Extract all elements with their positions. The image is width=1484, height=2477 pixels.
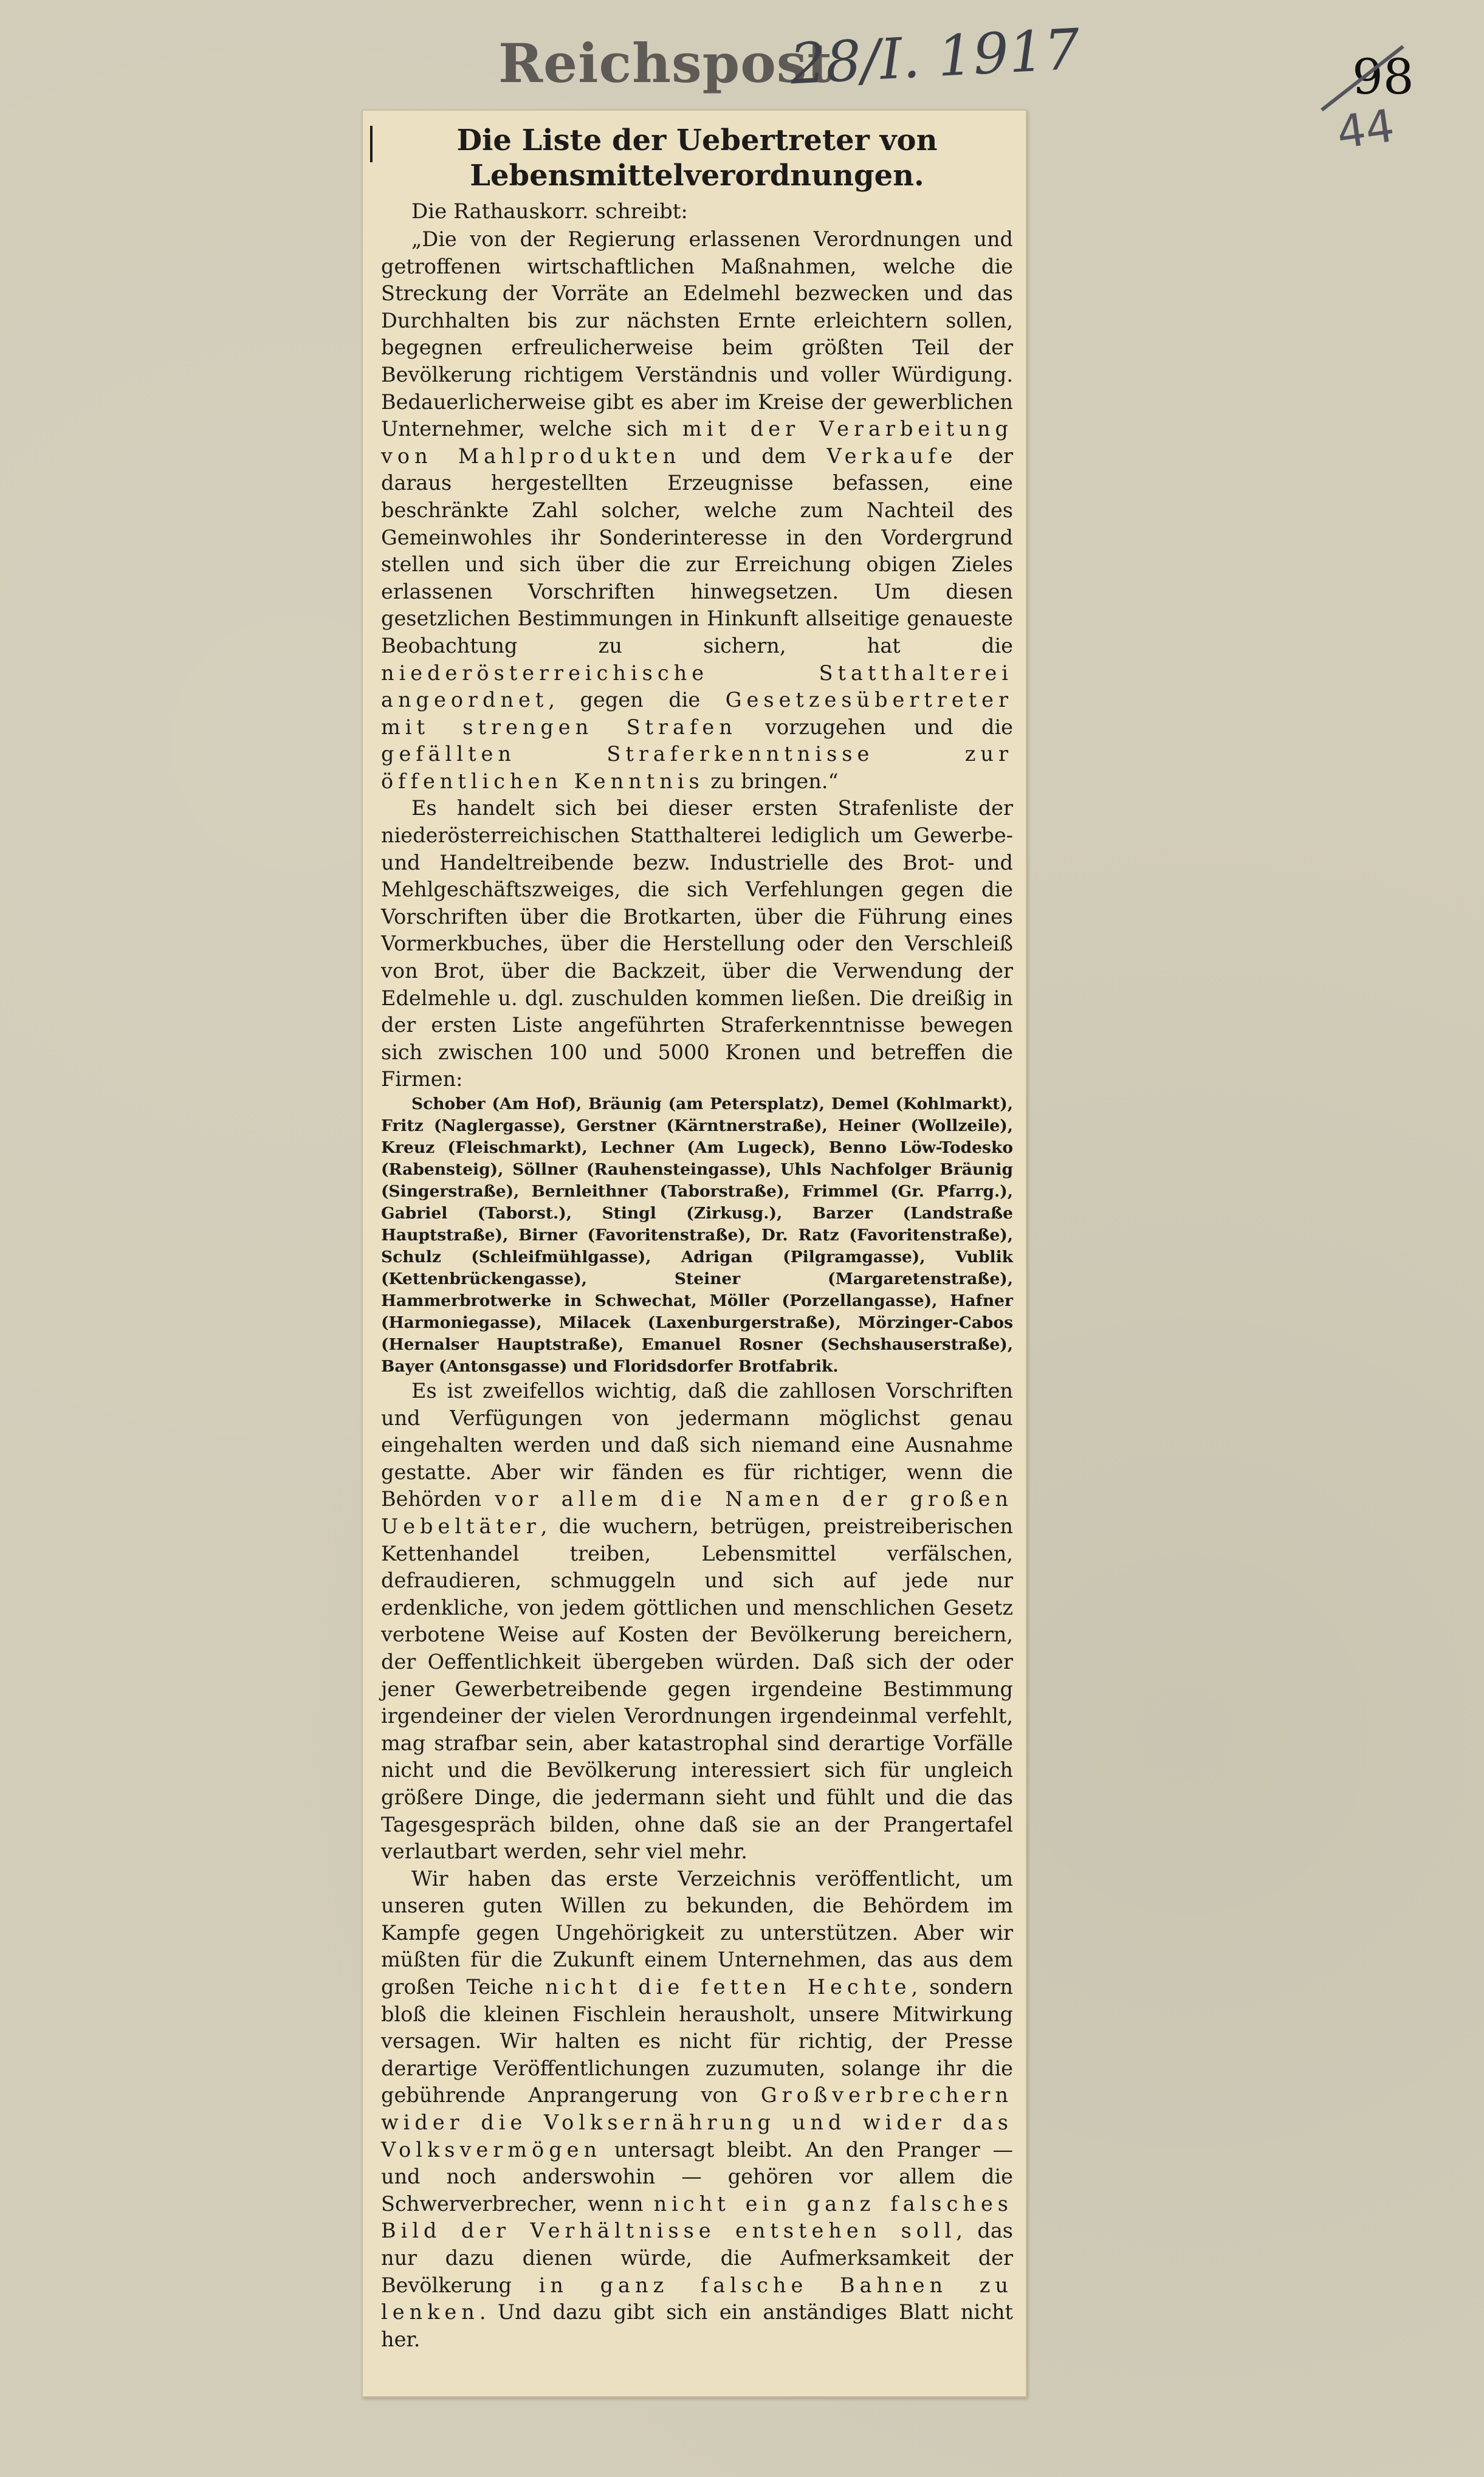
p1-spaced-1: mit der Verarbeitung von Mahlprodukten — [381, 417, 1013, 468]
p1-text-e: vorzugehen und die — [737, 715, 1013, 739]
p4-spaced-2: Großverbrechern wider die Volksernährung und wider das Volksvermögen — [381, 2083, 1013, 2162]
article-body — [381, 123, 1013, 2353]
column-rule — [370, 126, 373, 162]
masthead-title: Reichspost — [498, 32, 833, 95]
page-number: 98 — [1352, 49, 1414, 105]
p1-text-a: „Die von der Regierung erlassenen Verordnungen und getroffenen wirtschaftlichen Maßnahmen, welche die Streckung der Vorräte an Edelmehl bezwecken und das Durchhalten bis zur nächsten Ernte erleichtern sollen, begegnen erfreulicherweise beim größten Teil der Bevölkerung richtigem Verständnis und voller Würdigung. Bedauerlicherweise gibt es aber im Kreise der gewerblichen Unternehmer, welche sich — [381, 227, 1013, 441]
handwritten-date: 28/I. 1917 — [788, 16, 1082, 97]
p1-spaced-4: Gesetzesübertreter mit strengen Strafen — [381, 688, 1013, 739]
paragraph-2: Es handelt sich bei dieser ersten Strafenliste der niederösterreichischen Statthalterei lediglich um Gewerbe- und Handeltreibende bezw. Industrielle des Brot- und Mehlgeschäftszweiges, die sich Verfehlungen gegen die Vorschriften über die Brotkarten, über die Führung eines Vormerkbuches, über die Herstellung oder den Verschleiß von Brot, über die Backzeit, über die Verwendung der Edelmehle u. dgl. zuschulden kommen ließen. Die dreißig in der ersten Liste angeführten Straferkenntnisse bewegen sich zwischen 100 und 5000 Kronen und betreffen die Firmen: — [381, 796, 1013, 1091]
pencil-number: 44 — [1333, 99, 1398, 160]
p4-spaced-3: nicht ein ganz falsches Bild der Verhältnisse entstehen soll — [381, 2191, 1013, 2243]
p3-spaced-1: vor allem die Namen der großen Uebeltäter — [381, 1487, 1014, 1538]
p1-text-b: und dem — [681, 444, 827, 468]
p4-text-d: , das nur dazu dienen würde, die Aufmerksamkeit der Bevölkerung — [381, 2219, 1013, 2297]
paragraph-3 — [381, 1378, 1013, 1866]
p3-text-a: Es ist zweifellos wichtig, daß die zahllosen Vorschriften und Verfügungen von jedermann möglichst genau eingehalten werden und daß sich niemand eine Ausnahme gestatte. Aber wir fänden es für richtiger, wenn die Behörden — [381, 1379, 1013, 1511]
p1-text-d: , gegen die — [548, 688, 726, 712]
p4-spaced-4: in ganz falsche Bahnen zu lenken — [381, 2273, 1013, 2324]
article-byline: Die Rathauskorr. schreibt: — [411, 199, 688, 224]
paragraph-4 — [381, 1866, 1013, 2354]
p3-text-b: , die wuchern, betrügen, preistreiberischen Kettenhandel treiben, Lebensmittel verfälschen, defraudieren, schmuggeln und sich auf jede nur erdenkliche, von jedem göttlichen und menschlichen Gesetz verbotene Weise auf Kosten der Bevölkerung bereichern, der Oeffentlichkeit übergeben würden. Daß sich der oder jener Gewerbetreibende gegen irgendeine Bestimmung irgendeiner der vielen Verordnungen irgendeinmal verfehlt, mag strafbar sein, aber katastrophal sind derartige Vorfälle nicht und die Bevölkerung interessiert sich für ungleich größere Dinge, die jedermann sieht und fühlt und die das Tagesgespräch bilden, ohne daß sie an der Prangertafel verlautbart werden, sehr viel mehr. — [381, 1514, 1013, 1864]
p1-text-f: zu bringen.“ — [704, 769, 839, 793]
firm-names-list: Schober (Am Hof), Bräunig (am Petersplatz), Demel (Kohlmarkt), Fritz (Naglergasse), Gerstner (Kärntnerstraße), Heiner (Wollzeile), Kreuz (Fleischmarkt), Lechner (Am Lugeck), Benno Löw-Todesko (Rabensteig), Söllner (Rauhensteingasse), Uhls Nachfolger Bräunig (Singerstraße), Bernleithner (Taborstraße), Frimmel (Gr. Pfarrg.), Gabriel (Taborst.), Stingl (Zirkusg.), Barzer (Landstraße Hauptstraße), Birner (Favoritenstraße), Dr. Ratz (Favoritenstraße), Schulz (Schleifmühlgasse), Adrigan (Pilgramgasse), Vublik (Kettenbrückengasse), Steiner (Margaretenstraße), Hammerbrotwerke in Schwechat, Möller (Porzellangasse), Hafner (Harmoniegasse), Milacek (Laxenburgerstraße), Mörzinger-Cabos (Hernalser Hauptstraße), Emanuel Rosner (Sechshauserstraße), Bayer (Antonsgasse) und Floridsdorfer Brotfabrik. — [381, 1094, 1013, 1376]
p4-text-c: untersagt bleibt. An den Pranger — und noch anderswohin — gehören vor allem die Schwerverbrecher, wenn — [381, 2137, 1013, 2216]
newspaper-clipping — [362, 109, 1027, 2397]
p4-text-e: . Und dazu gibt sich ein anständiges Blatt nicht her. — [381, 2300, 1013, 2351]
headline-line-1: Die Liste der Uebertreter von — [456, 123, 938, 157]
headline-line-2: Lebensmittelverordnungen. — [470, 159, 924, 193]
p1-spaced-2: Verkaufe — [826, 444, 958, 468]
article-headline — [381, 123, 1013, 193]
p1-spaced-3: niederösterreichische Statthalterei angeordnet — [381, 661, 1013, 712]
p1-text-c: der daraus hergestellten Erzeugnisse befassen, eine beschränkte Zahl solcher, welche zum Nachteil des Gemeinwohles ihr Sonderinteresse in den Vordergrund stellen und sich über die zur Erreichung obigen Zieles erlassenen Vorschriften hinwegsetzen. Um diesen gesetzlichen Bestimmungen in Hinkunft allseitige genaueste Beobachtung zu sichern, hat die — [381, 444, 1013, 658]
p4-spaced-1: nicht die fetten Hechte — [545, 1975, 912, 1999]
p4-text-a: Wir haben das erste Verzeichnis veröffentlicht, um unseren guten Willen zu bekunden, die Behördem im Kampfe gegen Ungehörigkeit zu unterstützen. Aber wir müßten für die Zukunft einem Unternehmen, das aus dem großen Teiche — [381, 1866, 1013, 1999]
p1-spaced-5: gefällten Straferkenntnisse zur öffentlichen Kenntnis — [381, 742, 1013, 793]
p4-text-b: , sondern bloß die kleinen Fischlein herausholt, unsere Mitwirkung versagen. Wir halten es nicht für richtig, der Presse derartige Veröffentlichungen zuzumuten, solange ihr die gebührende Anprangerung von — [381, 1975, 1014, 2108]
paragraph-1 — [381, 226, 1013, 795]
